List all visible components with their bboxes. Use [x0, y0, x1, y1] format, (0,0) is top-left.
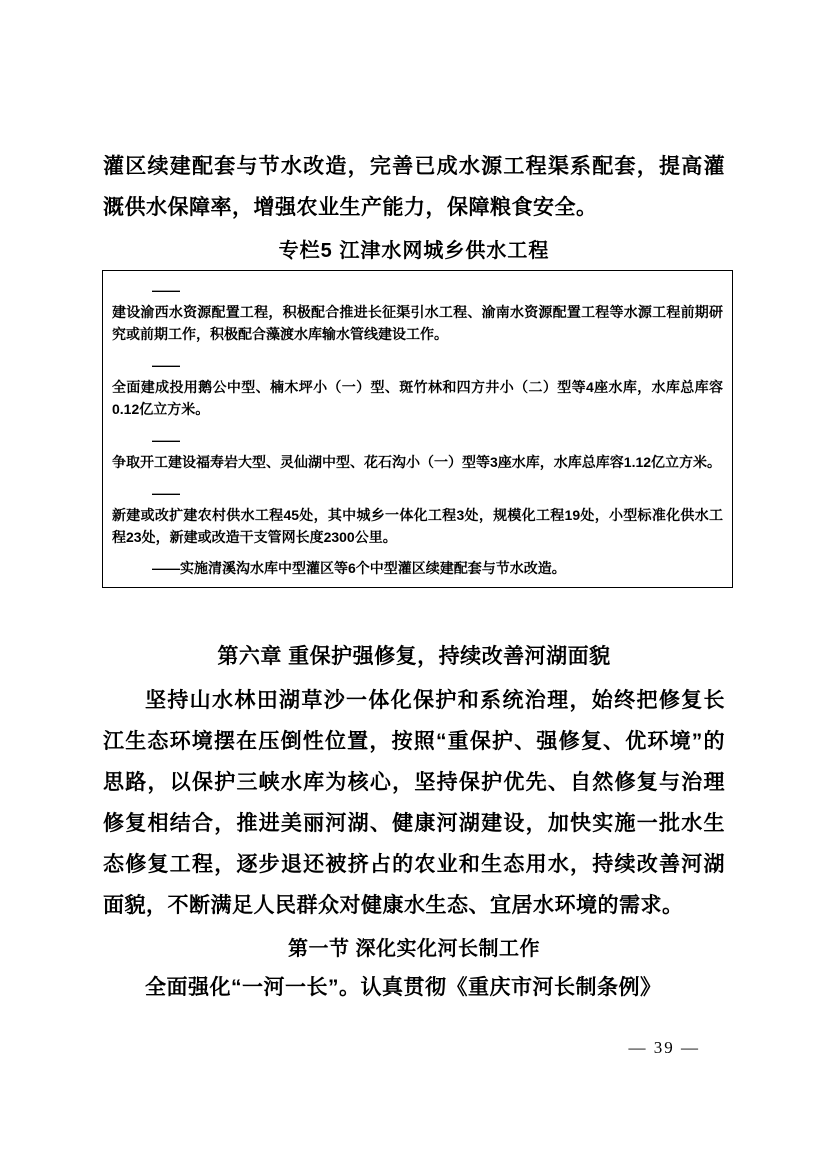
- page-content: [103, 146, 725, 1008]
- chapter-heading: 第六章 重保护强修复，持续改善河湖面貌: [217, 645, 611, 668]
- page-number: — 39 —: [628, 1038, 700, 1057]
- box-item-dash: ——: [152, 432, 180, 448]
- box-item-dash: ——: [152, 282, 180, 298]
- box-item: [112, 557, 723, 579]
- section-heading: 第一节 深化实化河长制工作: [287, 938, 541, 960]
- box-item-text: 全面建成投用鹅公中型、楠木坪小（一）型、斑竹林和四方井小（二）型等4座水库，水库总库容0.12亿立方米。: [112, 379, 723, 417]
- box-item: [112, 279, 723, 345]
- box-item-text: 新建或改扩建农村供水工程45处，其中城乡一体化工程3处，规模化工程19处，小型标准化供水工程23处，新建或改造干支管网长度2300公里。: [112, 507, 723, 545]
- box-item-text: 建设渝西水资源配置工程，积极配合推进长征渠引水工程、渝南水资源配置工程等水源工程前期研究或前期工作，积极配合藻渡水库输水管线建设工作。: [112, 304, 723, 342]
- box-item: [112, 482, 723, 548]
- supply-project-box: [102, 270, 733, 588]
- box-item: [112, 354, 723, 420]
- box-item-dash: ——: [152, 357, 180, 373]
- section-paragraph: 全面强化“一河一长”。认真贯彻《重庆市河长制条例》: [145, 976, 662, 999]
- box-item-text: ——实施清溪沟水库中型灌区等6个中型灌区续建配套与节水改造。: [152, 560, 566, 576]
- box-item-text: 争取开工建设福寿岩大型、灵仙湖中型、花石沟小（一）型等3座水库，水库总库容1.12亿立方米。: [112, 454, 722, 470]
- box-item: [112, 429, 723, 473]
- box-title: 专栏5 江津水网城乡供水工程: [278, 240, 550, 262]
- intro-paragraph: 灌区续建配套与节水改造，完善已成水源工程渠系配套，提高灌溉供水保障率，增强农业生产能力，保障粮食安全。: [103, 155, 725, 219]
- chapter-paragraph: 坚持山水林田湖草沙一体化保护和系统治理，始终把修复长江生态环境摆在压倒性位置，按照“重保护、强修复、优环境”的思路，以保护三峡水库为核心，坚持保护优先、自然修复与治理修复相结合，推进美丽河湖、健康河湖建设，加快实施一批水生态修复工程，逐步退还被挤占的农业和生态用水，持续改善河湖面貌，不断满足人民群众对健康水生态、宜居水环境的需求。: [103, 689, 725, 917]
- box-item-dash: ——: [152, 485, 180, 501]
